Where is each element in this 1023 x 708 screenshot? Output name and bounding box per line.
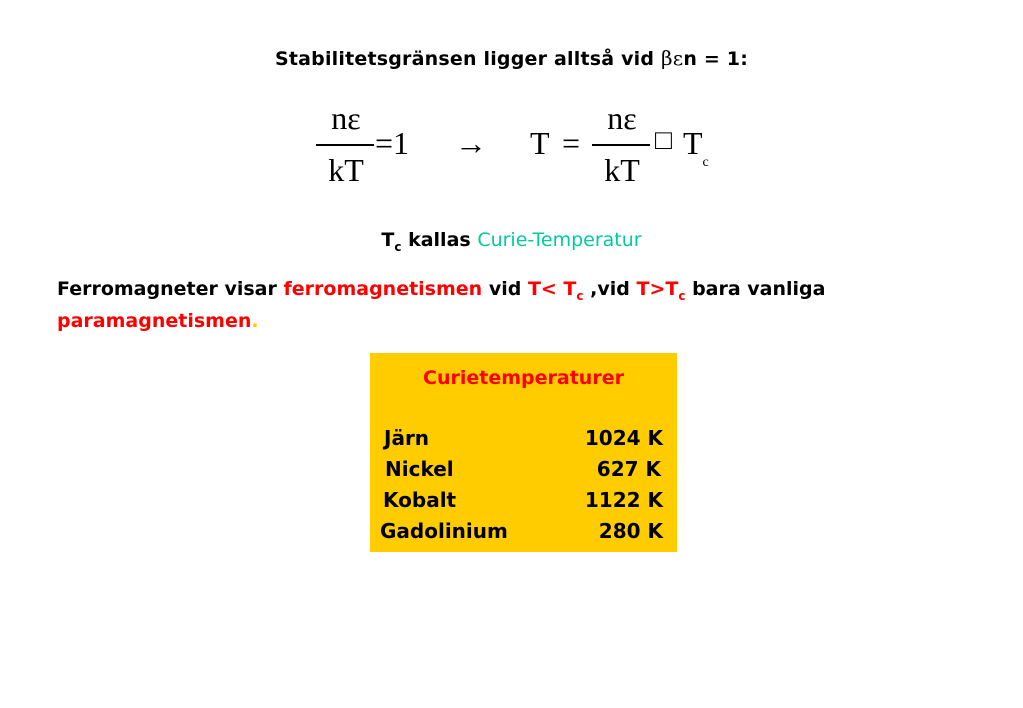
para-condition-below-text: T< T <box>527 278 577 300</box>
table-row <box>370 457 677 487</box>
table-row-name: Gadolinium <box>380 519 508 543</box>
fraction-2-bar <box>592 144 650 146</box>
para-text-3: ,vid <box>583 278 637 300</box>
para-period: . <box>251 310 259 332</box>
para-condition-below <box>527 278 584 303</box>
tc-label: T <box>381 229 395 251</box>
table-title: Curietemperaturer <box>423 367 624 389</box>
para-text-1: Ferromagneter visar <box>57 278 284 300</box>
tc-label-subscript: c <box>394 239 402 254</box>
paragraph-line-2 <box>57 310 259 332</box>
curie-definition <box>0 229 1023 254</box>
equals-sign: = <box>562 125 581 161</box>
heading-tail: n = 1: <box>683 48 749 70</box>
paragraph-line-1 <box>57 278 825 303</box>
table-row-value: 1024 K <box>584 426 663 450</box>
equals-one: =1 <box>375 125 410 161</box>
fraction-1-numerator: nε <box>331 100 361 136</box>
table-row-value: 280 K <box>598 519 663 543</box>
table-row-name: Järn <box>384 426 430 450</box>
para-text-4: bara vanliga <box>685 278 826 300</box>
para-condition-above <box>636 278 686 303</box>
arrow-icon: → <box>455 125 487 161</box>
curie-temperature-table <box>370 353 677 552</box>
table-row <box>370 488 677 518</box>
para-condition-above-text: T>T <box>636 278 679 300</box>
para-paramagnetism: paramagnetismen <box>57 310 252 332</box>
curie-term: Curie-Temperatur <box>477 229 642 251</box>
curie-temperature-symbol <box>683 125 709 170</box>
heading-text: Stabilitetsgränsen ligger alltså vid <box>274 48 661 70</box>
stability-equation <box>0 100 1023 200</box>
table-row-value: 1122 K <box>584 488 663 512</box>
fraction-1-bar <box>316 144 374 146</box>
para-condition-below-sub: c <box>576 288 584 303</box>
tc-letter: T <box>683 125 703 161</box>
table-row-name: Kobalt <box>383 488 457 512</box>
box-glyph: □ <box>655 125 672 156</box>
fraction-1-denominator: kT <box>328 152 364 188</box>
curie-definition-text: kallas <box>401 229 478 251</box>
fraction-2-numerator: nε <box>607 100 637 136</box>
para-condition-above-sub: c <box>678 288 686 303</box>
table-row-value: 627 K <box>596 457 661 481</box>
heading <box>0 46 1023 70</box>
tc-subscript: c <box>702 155 709 170</box>
fraction-2-denominator: kT <box>604 152 640 188</box>
table-row <box>370 426 677 456</box>
heading-greek: βε <box>661 46 684 70</box>
para-ferromagnetism: ferromagnetismen <box>283 278 483 300</box>
table-row <box>370 519 677 549</box>
para-text-2: vid <box>482 278 528 300</box>
table-row-name: Nickel <box>385 457 454 481</box>
temperature-symbol: T <box>530 125 550 161</box>
